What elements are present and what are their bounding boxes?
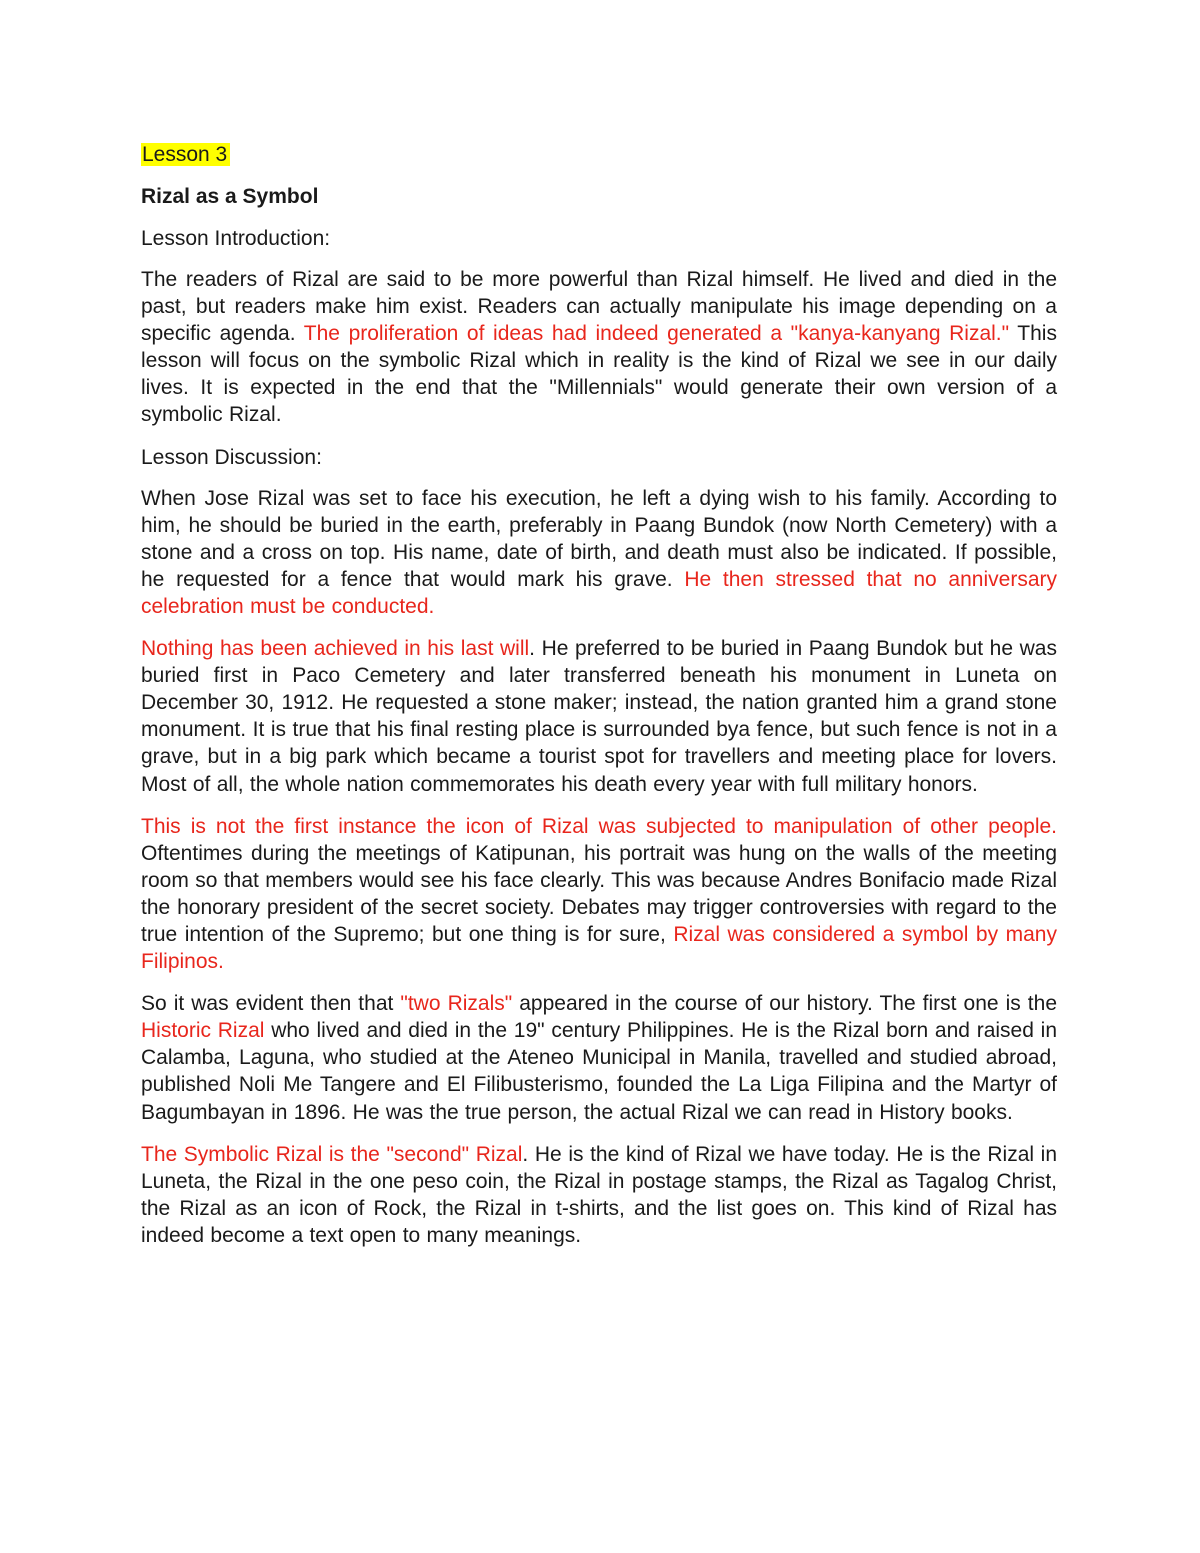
text-segment: When Jose Rizal was set to face his execution, he left a dying wish to his family. According to him, he should be buried in the earth, preferably in Paang Bundok (now North Cemetery) with a stone and a cross on top. His name, date of birth, and death must also be indicated. If possible, he requested for a fence that would mark his grave. xyxy=(141,486,1057,591)
emphasis-segment: Rizal was considered a symbol by many Filipinos. xyxy=(141,922,1057,974)
text-segment: The readers of Rizal are said to be more powerful than Rizal himself. He lived and died in the past, but readers make him exist. Readers can actually manipulate his image depending on a specific agenda. xyxy=(141,268,1057,346)
lesson-label xyxy=(141,141,230,169)
emphasis-segment: He then stressed that no anniversary celebration must be conducted. xyxy=(141,567,1057,618)
paragraph-manipulation xyxy=(141,813,1057,976)
text-segment: appeared in the course of our history. The first one is the xyxy=(512,992,1058,1016)
paragraph-two-rizals xyxy=(141,990,1057,1125)
paragraph-last-will xyxy=(141,635,1057,798)
text-segment: . He preferred to be buried in Paang Bundok but he was buried first in Paco Cemetery and later transferred beneath his monument in Luneta on December 30, 1912. He requested a stone maker; instead, the nation granted him a grand stone monument. It is true that his final resting place is surrounded bya fence, but such fence is not in a grave, but in a big park which became a tourist spot for travellers and meeting place for lovers. Most of all, the whole nation commemorates his death every year with full military honors. xyxy=(141,637,1057,796)
paragraph-intro xyxy=(141,266,1057,429)
paragraph-dying-wish xyxy=(141,485,1057,620)
emphasis-segment: The proliferation of ideas had indeed generated a "kanya-kanyang Rizal." xyxy=(303,322,1010,346)
emphasis-segment: The Symbolic Rizal is the "second" Rizal xyxy=(141,1142,523,1166)
text-segment: who lived and died in the 19" century Philippines. He is the Rizal born and raised in Calamba, Laguna, who studied at the Ateneo Municipal in Manila, travelled and studied abroad, published Noli Me Tangere and El Filibusterismo, founded the La Liga Filipina and the Martyr of Bagumbayan in 1896. He was the true person, the actual Rizal we can read in History books. xyxy=(141,1019,1058,1124)
text-segment: This lesson will focus on the symbolic Rizal which in reality is the kind of Rizal we see in our daily lives. It is expected in the end that the "Millennials" would generate their own version of a symbolic Rizal. xyxy=(141,322,1057,427)
emphasis-segment: Nothing has been achieved in his last will xyxy=(141,637,530,661)
discussion-heading: Lesson Discussion: xyxy=(141,445,322,469)
emphasis-segment: "two Rizals" xyxy=(400,992,513,1016)
paragraph-symbolic-rizal xyxy=(141,1141,1057,1249)
emphasis-segment: This is not the first instance the icon of Rizal was subjected to manipulation of other people. xyxy=(141,814,1057,838)
text-segment: So it was evident then that xyxy=(141,992,401,1016)
document-title: Rizal as a Symbol xyxy=(141,185,319,208)
document-page xyxy=(141,141,1057,1264)
lesson-label-highlight: Lesson 3 xyxy=(141,143,230,166)
text-segment: Oftentimes during the meetings of Katipunan, his portrait was hung on the walls of the meeting room so that members would see his face clearly. This was because Andres Bonifacio made Rizal the honorary president of the secret society. Debates may trigger controversies with regard to the true intention of the Supremo; but one thing is for sure, xyxy=(141,841,1057,946)
intro-heading: Lesson Introduction: xyxy=(141,227,331,250)
text-segment: . He is the kind of Rizal we have today. He is the Rizal in Luneta, the Rizal in the one peso coin, the Rizal in postage stamps, the Rizal as Tagalog Christ, the Rizal as an icon of Rock, the Rizal in t-shirts, and the list goes on. This kind of Rizal has indeed become a text open to many meanings. xyxy=(141,1142,1058,1247)
emphasis-segment: Historic Rizal xyxy=(141,1019,265,1043)
